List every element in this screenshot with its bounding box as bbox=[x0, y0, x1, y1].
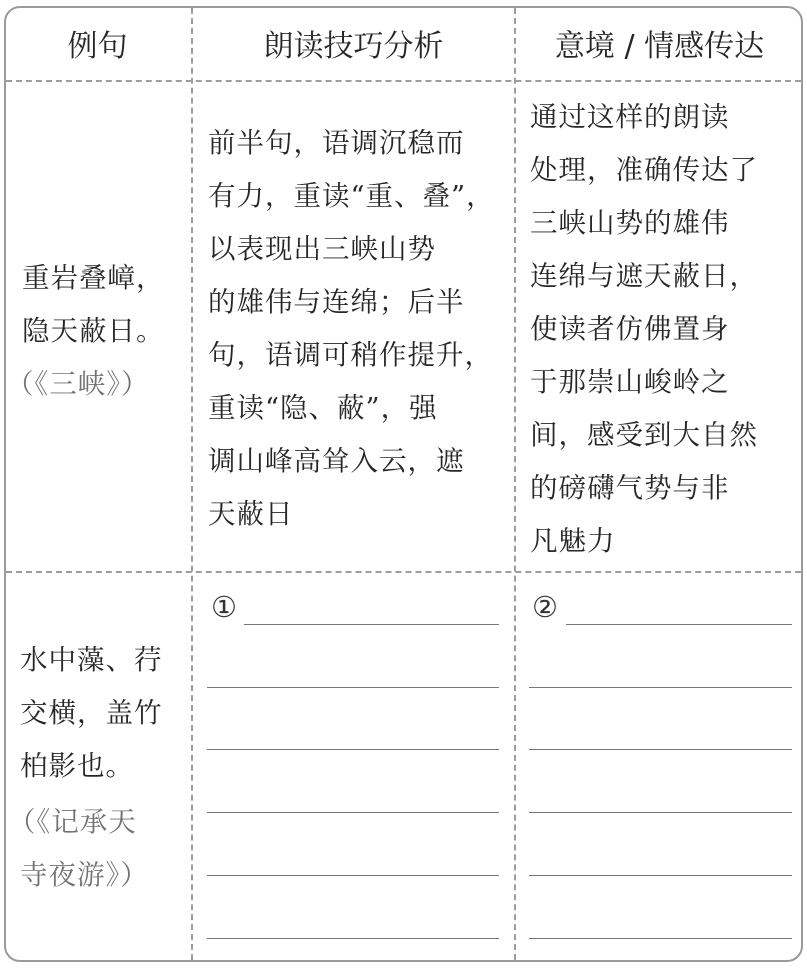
emotion-line: 处理，准确传达了 bbox=[530, 154, 758, 186]
header-emotion: 意境 / 情感传达 bbox=[554, 29, 765, 64]
emotion-line: 的磅礴气势与非 bbox=[530, 472, 730, 504]
technique-line: 调山峰高耸入云，遮 bbox=[208, 445, 465, 477]
answer-blank-1[interactable] bbox=[207, 687, 499, 688]
emotion-line: 使读者仿佛置身 bbox=[530, 313, 730, 345]
answer-blank-1[interactable] bbox=[207, 938, 499, 939]
column-divider-2 bbox=[514, 8, 516, 960]
example-line: 水中藻、荇 bbox=[20, 644, 163, 676]
answer-blank-2[interactable] bbox=[529, 687, 792, 688]
emotion-line: 连绵与遮天蔽日， bbox=[530, 260, 758, 292]
answer-blank-2[interactable] bbox=[566, 624, 792, 625]
technique-line: 句，语调可稍作提升， bbox=[208, 339, 493, 371]
answer-blank-2[interactable] bbox=[529, 749, 792, 750]
blank-marker-2: ② bbox=[532, 590, 558, 624]
answer-blank-2[interactable] bbox=[529, 812, 792, 813]
blank-marker-1: ① bbox=[211, 590, 237, 624]
row-divider bbox=[6, 571, 801, 573]
example-line: 重岩叠嶂， bbox=[22, 262, 165, 294]
analysis-table bbox=[4, 6, 803, 962]
emotion-line: 三峡山势的雄伟 bbox=[530, 207, 730, 239]
technique-line: 有力，重读“重、叠”， bbox=[208, 180, 495, 212]
answer-blank-2[interactable] bbox=[529, 875, 792, 876]
answer-blank-2[interactable] bbox=[529, 938, 792, 939]
technique-line: 的雄伟与连绵；后半 bbox=[208, 286, 465, 318]
emotion-line: 间，感受到大自然 bbox=[530, 419, 758, 451]
technique-line: 天蔽日 bbox=[208, 498, 294, 530]
technique-line: 以表现出三峡山势 bbox=[208, 233, 436, 265]
answer-blank-1[interactable] bbox=[244, 624, 499, 625]
header-divider bbox=[6, 80, 801, 82]
technique-line: 前半句，语调沉稳而 bbox=[208, 127, 465, 159]
header-example: 例句 bbox=[67, 29, 128, 64]
example-source: 寺夜游》） bbox=[20, 859, 149, 891]
column-divider-1 bbox=[191, 8, 193, 960]
answer-blank-1[interactable] bbox=[207, 749, 499, 750]
example-source: （《记承天 bbox=[8, 806, 137, 838]
answer-blank-1[interactable] bbox=[207, 875, 499, 876]
example-line: 交横，盖竹 bbox=[20, 697, 163, 729]
example-line: 隐天蔽日。 bbox=[22, 315, 165, 347]
header-technique: 朗读技巧分析 bbox=[263, 29, 444, 64]
emotion-line: 通过这样的朗读 bbox=[530, 101, 730, 133]
emotion-line: 于那崇山峻岭之 bbox=[530, 366, 730, 398]
example-line: 柏影也。 bbox=[20, 750, 134, 782]
emotion-line: 凡魅力 bbox=[530, 525, 616, 557]
answer-blank-1[interactable] bbox=[207, 812, 499, 813]
example-source: （《三峡》） bbox=[6, 368, 150, 400]
technique-line: 重读“隐、蔽”，强 bbox=[208, 392, 438, 424]
